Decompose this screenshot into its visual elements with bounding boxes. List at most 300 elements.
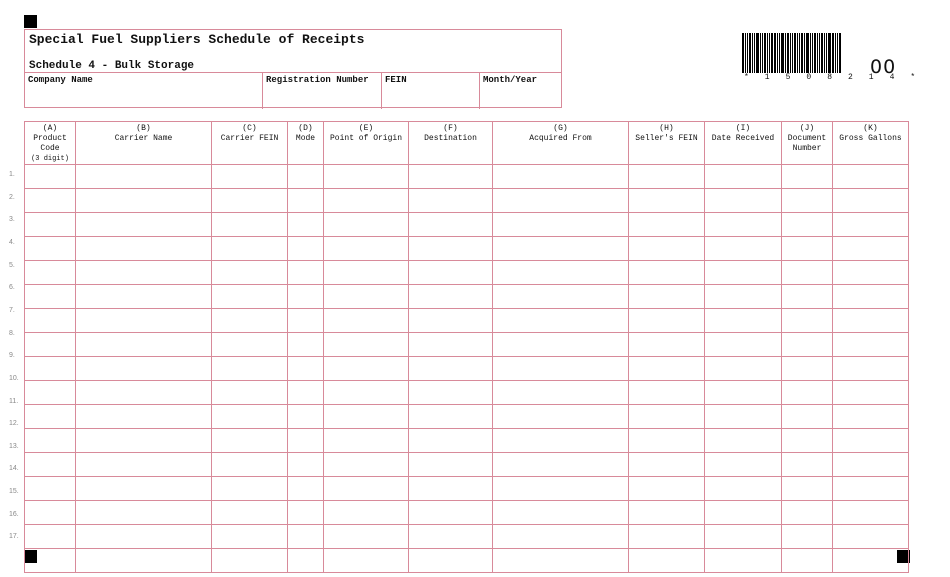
table-cell[interactable]: [25, 549, 76, 573]
row-number: 5.: [9, 261, 15, 269]
barcode-bar: [756, 33, 759, 73]
table-cell[interactable]: [25, 165, 76, 189]
table-cell[interactable]: [76, 381, 212, 405]
table-cell[interactable]: [76, 333, 212, 357]
table-cell[interactable]: [324, 189, 409, 213]
table-cell[interactable]: [212, 309, 288, 333]
table-cell[interactable]: [324, 381, 409, 405]
table-cell[interactable]: [629, 213, 705, 237]
barcode-bar: [749, 33, 751, 73]
column-label: Product Code: [33, 134, 67, 153]
table-cell[interactable]: [25, 261, 76, 285]
barcode-bar: [839, 33, 841, 73]
row-number: 13.: [9, 442, 19, 450]
table-row: [25, 357, 909, 381]
barcode-bar: [792, 33, 793, 73]
table-cell[interactable]: [705, 213, 782, 237]
table-cell[interactable]: [76, 453, 212, 477]
table-row: [25, 285, 909, 309]
table-cell[interactable]: [409, 453, 493, 477]
table-cell[interactable]: [629, 405, 705, 429]
table-cell[interactable]: [76, 357, 212, 381]
table-cell[interactable]: [76, 549, 212, 573]
table-cell[interactable]: [705, 333, 782, 357]
column-letter: (K): [863, 124, 878, 133]
column-header: [782, 122, 833, 165]
row-number: 3.: [9, 216, 15, 224]
barcode-bar: [814, 33, 816, 73]
row-number: 17.: [9, 533, 19, 541]
table-cell[interactable]: [833, 165, 909, 189]
table-cell[interactable]: [288, 453, 324, 477]
table-cell[interactable]: [288, 237, 324, 261]
barcode-bar: [826, 33, 827, 73]
table-cell[interactable]: [782, 501, 833, 525]
table-cell[interactable]: [76, 261, 212, 285]
table-cell[interactable]: [76, 165, 212, 189]
table-row: [25, 501, 909, 525]
form-header: [24, 29, 562, 108]
table-cell[interactable]: [705, 309, 782, 333]
table-cell[interactable]: [25, 189, 76, 213]
table-cell[interactable]: [629, 309, 705, 333]
table-cell[interactable]: [833, 477, 909, 501]
column-header: [76, 122, 212, 165]
table-cell[interactable]: [409, 381, 493, 405]
table-cell[interactable]: [833, 213, 909, 237]
barcode-bar: [794, 33, 796, 73]
table-cell[interactable]: [212, 357, 288, 381]
column-label: Seller's FEIN: [635, 134, 698, 143]
table-cell[interactable]: [76, 429, 212, 453]
table-cell[interactable]: [409, 261, 493, 285]
table-cell[interactable]: [409, 501, 493, 525]
registration-number-label: Registration Number: [266, 75, 369, 85]
table-cell[interactable]: [288, 405, 324, 429]
barcode-bar: [745, 33, 746, 73]
table-cell[interactable]: [629, 333, 705, 357]
table-cell[interactable]: [324, 477, 409, 501]
table-cell[interactable]: [76, 213, 212, 237]
barcode-bar: [806, 33, 809, 73]
table-cell[interactable]: [629, 477, 705, 501]
table-cell[interactable]: [705, 477, 782, 501]
table-cell[interactable]: [288, 261, 324, 285]
table-cell[interactable]: [493, 309, 629, 333]
table-cell[interactable]: [25, 333, 76, 357]
table-cell[interactable]: [629, 549, 705, 573]
table-cell[interactable]: [25, 525, 76, 549]
column-header: [409, 122, 493, 165]
table-cell[interactable]: [629, 525, 705, 549]
table-cell[interactable]: [493, 381, 629, 405]
column-label: Point of Origin: [329, 134, 402, 143]
table-cell[interactable]: [833, 357, 909, 381]
table-cell[interactable]: [782, 429, 833, 453]
table-cell[interactable]: [288, 189, 324, 213]
table-cell[interactable]: [782, 405, 833, 429]
table-cell[interactable]: [324, 453, 409, 477]
barcode-bar: [760, 33, 761, 73]
form-title: Special Fuel Suppliers Schedule of Receipts: [29, 32, 365, 47]
table-body: [25, 165, 909, 573]
table-cell[interactable]: [324, 429, 409, 453]
table-cell[interactable]: [25, 357, 76, 381]
registration-number-field[interactable]: [262, 73, 381, 109]
table-row: [25, 237, 909, 261]
table-cell[interactable]: [493, 549, 629, 573]
column-letter: (D): [298, 124, 313, 133]
table-cell[interactable]: [833, 405, 909, 429]
column-letter: (C): [242, 124, 257, 133]
column-letter: (J): [799, 124, 815, 133]
table-cell[interactable]: [212, 333, 288, 357]
table-cell[interactable]: [833, 429, 909, 453]
table-cell[interactable]: [288, 213, 324, 237]
barcode-bar: [819, 33, 820, 73]
table-cell[interactable]: [409, 357, 493, 381]
table-cell[interactable]: [493, 285, 629, 309]
column-header: [705, 122, 782, 165]
barcode-bar: [821, 33, 823, 73]
table-cell[interactable]: [493, 501, 629, 525]
table-row: [25, 525, 909, 549]
table-row: [25, 189, 909, 213]
table-row: [25, 165, 909, 189]
table-cell[interactable]: [833, 189, 909, 213]
row-number: 9.: [9, 352, 15, 360]
table-cell[interactable]: [324, 261, 409, 285]
barcode-bar: [771, 33, 773, 73]
column-label: Carrier FEIN: [220, 134, 279, 143]
barcode-bar: [801, 33, 803, 73]
barcode-bar: [824, 33, 825, 73]
table-cell[interactable]: [782, 285, 833, 309]
column-header: [493, 122, 629, 165]
company-name-field[interactable]: [25, 73, 262, 109]
table-cell[interactable]: [705, 549, 782, 573]
table-cell[interactable]: [782, 333, 833, 357]
table-cell[interactable]: [288, 165, 324, 189]
column-letter: (I): [735, 124, 751, 133]
table-cell[interactable]: [25, 309, 76, 333]
table-cell[interactable]: [212, 189, 288, 213]
table-cell[interactable]: [25, 237, 76, 261]
table-cell[interactable]: [629, 357, 705, 381]
table-cell[interactable]: [409, 309, 493, 333]
table-cell[interactable]: [324, 405, 409, 429]
table-cell[interactable]: [493, 525, 629, 549]
table-cell[interactable]: [782, 477, 833, 501]
table-cell[interactable]: [324, 285, 409, 309]
table-cell[interactable]: [833, 333, 909, 357]
barcode-bar: [832, 33, 834, 73]
fein-label: FEIN: [385, 75, 407, 85]
table-cell[interactable]: [25, 405, 76, 429]
table-cell[interactable]: [833, 453, 909, 477]
table-cell[interactable]: [76, 525, 212, 549]
table-cell[interactable]: [288, 333, 324, 357]
barcode-bar: [767, 33, 768, 73]
table-cell[interactable]: [25, 285, 76, 309]
column-header: [833, 122, 909, 165]
table-cell[interactable]: [705, 453, 782, 477]
table-row: [25, 381, 909, 405]
column-header: [212, 122, 288, 165]
table-row: [25, 549, 909, 573]
table-cell[interactable]: [782, 453, 833, 477]
table-cell[interactable]: [76, 285, 212, 309]
row-number: 16.: [9, 510, 19, 518]
table-cell[interactable]: [782, 357, 833, 381]
table-cell[interactable]: [25, 453, 76, 477]
table-cell[interactable]: [212, 213, 288, 237]
table-cell[interactable]: [409, 189, 493, 213]
row-number: 1.: [9, 171, 15, 178]
table-cell[interactable]: [629, 165, 705, 189]
column-label: Carrier Name: [114, 134, 173, 143]
table-cell[interactable]: [212, 453, 288, 477]
table-cell[interactable]: [25, 429, 76, 453]
table-row: [25, 429, 909, 453]
table-cell[interactable]: [782, 237, 833, 261]
table-cell[interactable]: [782, 525, 833, 549]
table-row: [25, 261, 909, 285]
column-label: Gross Gallons: [839, 134, 902, 143]
month-year-field[interactable]: [479, 73, 563, 109]
table-cell[interactable]: [409, 429, 493, 453]
table-cell[interactable]: [324, 357, 409, 381]
barcode-bar: [752, 33, 753, 73]
table-cell[interactable]: [629, 237, 705, 261]
table-cell[interactable]: [705, 237, 782, 261]
table-cell[interactable]: [212, 165, 288, 189]
table-cell[interactable]: [76, 501, 212, 525]
table-cell[interactable]: [782, 549, 833, 573]
table-cell[interactable]: [493, 261, 629, 285]
barcode: [742, 33, 857, 73]
barcode-bar: [799, 33, 800, 73]
table-cell[interactable]: [212, 429, 288, 453]
table-cell[interactable]: [409, 237, 493, 261]
table-cell[interactable]: [212, 237, 288, 261]
table-cell[interactable]: [705, 405, 782, 429]
column-label: Date Received: [711, 134, 775, 143]
column-label: Mode: [295, 134, 316, 143]
table-cell[interactable]: [705, 501, 782, 525]
column-header: [25, 122, 76, 165]
table-cell[interactable]: [493, 213, 629, 237]
table-cell[interactable]: [833, 549, 909, 573]
table-cell[interactable]: [25, 477, 76, 501]
table-cell[interactable]: [493, 405, 629, 429]
table-cell[interactable]: [782, 165, 833, 189]
table-cell[interactable]: [25, 381, 76, 405]
table-cell[interactable]: [409, 525, 493, 549]
barcode-bar: [797, 33, 798, 73]
company-name-label: Company Name: [28, 75, 93, 85]
table-cell[interactable]: [409, 285, 493, 309]
table-cell[interactable]: [324, 501, 409, 525]
table-cell[interactable]: [324, 213, 409, 237]
barcode-bar: [837, 33, 838, 73]
row-number: 8.: [9, 329, 15, 337]
table-cell[interactable]: [409, 549, 493, 573]
barcode-text: * 1 5 0 8 2 1 4 *: [744, 73, 921, 82]
table-cell[interactable]: [833, 237, 909, 261]
table-row: [25, 333, 909, 357]
table-cell[interactable]: [25, 501, 76, 525]
table-row: [25, 309, 909, 333]
table-cell[interactable]: [833, 381, 909, 405]
table-row: [25, 213, 909, 237]
table-cell[interactable]: [76, 237, 212, 261]
column-header: [324, 122, 409, 165]
barcode-bar: [781, 33, 784, 73]
table-cell[interactable]: [212, 381, 288, 405]
company-info-row: [25, 72, 561, 109]
table-cell[interactable]: [288, 285, 324, 309]
table-cell[interactable]: [493, 357, 629, 381]
table-cell[interactable]: [705, 429, 782, 453]
table-cell[interactable]: [212, 261, 288, 285]
table-cell[interactable]: [833, 501, 909, 525]
column-letter: (E): [358, 124, 374, 133]
table-cell[interactable]: [288, 549, 324, 573]
table-cell[interactable]: [76, 189, 212, 213]
table-cell[interactable]: [212, 405, 288, 429]
table-cell[interactable]: [629, 381, 705, 405]
table-cell[interactable]: [76, 405, 212, 429]
registration-mark-top-left: [24, 15, 37, 28]
table-cell[interactable]: [493, 477, 629, 501]
table-cell[interactable]: [288, 525, 324, 549]
table-row: [25, 405, 909, 429]
table-cell[interactable]: [288, 381, 324, 405]
barcode-bar: [812, 33, 813, 73]
barcode-bar: [774, 33, 776, 73]
row-number: 2.: [9, 193, 15, 201]
table-cell[interactable]: [288, 309, 324, 333]
table-cell[interactable]: [629, 453, 705, 477]
table-cell[interactable]: [629, 501, 705, 525]
table-cell[interactable]: [833, 261, 909, 285]
table-cell[interactable]: [782, 381, 833, 405]
barcode-bar: [828, 33, 831, 73]
column-letter: (F): [443, 124, 458, 133]
table-cell[interactable]: [493, 453, 629, 477]
schedule-label: Schedule 4 - Bulk Storage: [29, 60, 195, 72]
table-cell[interactable]: [705, 525, 782, 549]
column-label: Destination: [424, 134, 477, 143]
table-cell[interactable]: [212, 501, 288, 525]
table-cell[interactable]: [833, 285, 909, 309]
table-cell[interactable]: [705, 381, 782, 405]
barcode-bar: [742, 33, 744, 73]
table-cell[interactable]: [705, 189, 782, 213]
column-header-row: [25, 122, 909, 165]
table-cell[interactable]: [409, 213, 493, 237]
row-number: 7.: [9, 306, 15, 314]
table-cell[interactable]: [705, 285, 782, 309]
table-cell[interactable]: [782, 189, 833, 213]
table-cell[interactable]: [629, 429, 705, 453]
table-cell[interactable]: [629, 261, 705, 285]
table-cell[interactable]: [324, 309, 409, 333]
table-cell[interactable]: [288, 429, 324, 453]
table-cell[interactable]: [409, 333, 493, 357]
table-cell[interactable]: [212, 285, 288, 309]
barcode-bar: [810, 33, 811, 73]
barcode-bar: [804, 33, 805, 73]
barcode-bar: [835, 33, 836, 73]
table-cell[interactable]: [705, 357, 782, 381]
table-cell[interactable]: [324, 333, 409, 357]
row-number: 4.: [9, 238, 15, 246]
barcode-bar: [762, 33, 763, 73]
barcode-bar: [785, 33, 786, 73]
row-number: 15.: [9, 488, 19, 496]
table-cell[interactable]: [212, 549, 288, 573]
table-cell[interactable]: [493, 237, 629, 261]
month-year-label: Month/Year: [483, 75, 538, 85]
table-cell[interactable]: [288, 477, 324, 501]
table-cell[interactable]: [629, 189, 705, 213]
table-cell[interactable]: [212, 477, 288, 501]
table-cell[interactable]: [324, 549, 409, 573]
table-cell[interactable]: [288, 357, 324, 381]
row-number: 14.: [9, 465, 19, 473]
table-cell[interactable]: [782, 309, 833, 333]
table-cell[interactable]: [324, 525, 409, 549]
table-cell[interactable]: [782, 261, 833, 285]
table-cell[interactable]: [409, 477, 493, 501]
table-row: [25, 453, 909, 477]
table-cell[interactable]: [324, 237, 409, 261]
table-cell[interactable]: [324, 165, 409, 189]
table-cell[interactable]: [212, 525, 288, 549]
table-cell[interactable]: [705, 261, 782, 285]
table-cell[interactable]: [833, 525, 909, 549]
barcode-bar: [769, 33, 770, 73]
table-cell[interactable]: [25, 213, 76, 237]
table-cell[interactable]: [76, 309, 212, 333]
table-row: [25, 477, 909, 501]
table-cell[interactable]: [493, 189, 629, 213]
table-cell[interactable]: [493, 333, 629, 357]
table-cell[interactable]: [629, 285, 705, 309]
column-letter: (A): [42, 124, 58, 133]
barcode-bar: [779, 33, 780, 73]
barcode-bar: [747, 33, 748, 73]
column-header: [288, 122, 324, 165]
column-label: Acquired From: [529, 134, 592, 143]
table-cell[interactable]: [493, 429, 629, 453]
table-cell[interactable]: [409, 405, 493, 429]
column-letter: (H): [659, 124, 674, 133]
column-label: Document Number: [787, 134, 827, 153]
table-cell[interactable]: [833, 309, 909, 333]
table-cell[interactable]: [288, 501, 324, 525]
table-cell[interactable]: [493, 165, 629, 189]
column-sublabel: (3 digit): [31, 155, 69, 163]
table-cell[interactable]: [409, 165, 493, 189]
table-cell[interactable]: [76, 477, 212, 501]
table-cell[interactable]: [705, 165, 782, 189]
fein-field[interactable]: [381, 73, 479, 109]
barcode-bar: [754, 33, 755, 73]
table-cell[interactable]: [782, 213, 833, 237]
